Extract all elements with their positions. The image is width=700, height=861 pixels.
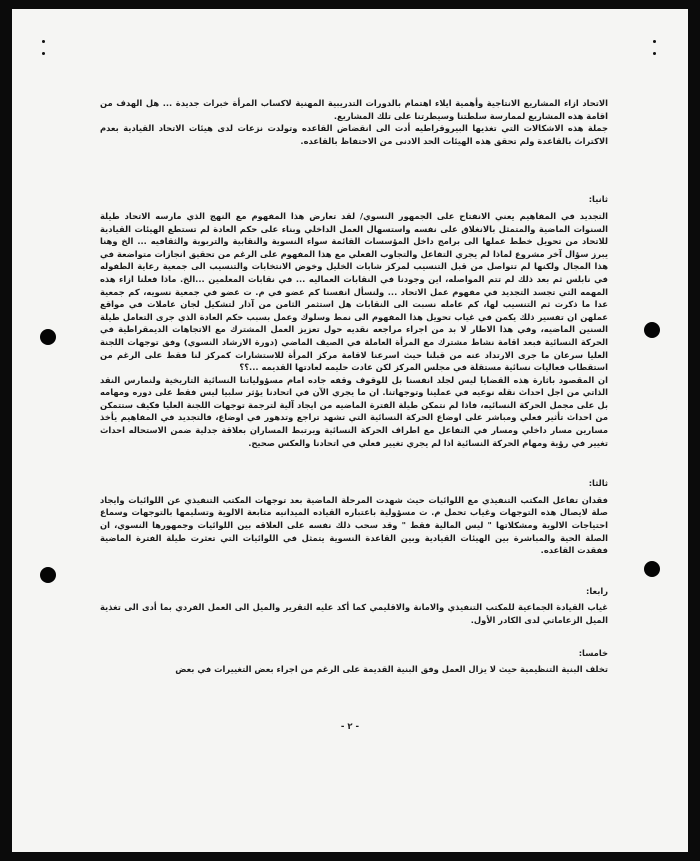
corner-mark: [653, 40, 656, 43]
section-third: [100, 477, 608, 557]
section-heading: ثانيا:: [588, 194, 608, 205]
intro-paragraph: الاتحاد ازاء المشاريع الانتاجية وأهمية ايلاء اهتمام بالدورات التدريبية المهنية لاكساب المرأة خبرات جديدة ... هل الهدف من اقامة هذه المشاريع لممارسة سلطتنا وسيطرتنا على تلك المشاريع.: [100, 98, 608, 121]
section-paragraph: غياب القيادة الجماعية للمكتب التنفيذي والامانة والاقليمي كما أكد عليه التقرير والميل الى العمل الفردي بما أدى الى تغذية الميل الزعاماتي لدى الكادر الأول.: [100, 602, 608, 625]
section-heading: خامسا:: [578, 647, 608, 658]
punch-hole-left-bottom: [40, 567, 56, 583]
corner-mark: [42, 52, 45, 55]
section-second: [100, 193, 608, 449]
punch-hole-right-top: [644, 322, 660, 338]
punch-hole-left-top: [40, 329, 56, 345]
section-paragraph: تخلف البنية التنظيمية حيث لا يزال العمل وفق البنية القديمة على الرغم من اجراء بعض التغييرات في بعض: [175, 664, 608, 675]
corner-mark: [653, 52, 656, 55]
section-paragraph: ان المقصود باثارة هذه القضايا ليس لجلد انفسنا بل للوقوف وقفه جاده امام مسؤولياتنا النسائية التاريخية ولنمارس النقد الذاتي من اجل احداث نقله نوعيه في عملينا وتوجهاتنا. ان ما يجري الآن في اتحادنا يؤثر سلبيا ليس فقط على دوره ومهامه بل على مجمل الحركة النسائيه، فاذا لم نتمكن طيلة الفترة الماضيه من ايجاد آلية لترجمة توجهات اللجنة العليا فكيف ستتمكن من احداث تأثير فعلي ومباشر على اوضاع الحركة النسائية التي تشهد تراجع وتدهور في اوضاع، فالتجديد في المفاهيم يأخذ مسارين مسار داخلي ومسار في التفاعل مع اطراف الحركة النسائية ويرتبط المساران بعلاقة جدلية ضمن الاستحاله احداث تغيير في رؤية ومهام الحركة النسائية اذا لم يجري تغيير فعلي في اتحادنا والعكس صحيح.: [100, 374, 608, 448]
corner-mark: [42, 40, 45, 43]
section-fifth: [100, 647, 608, 676]
document-page: [12, 9, 688, 852]
section-paragraph: التجديد في المفاهيم يعني الانفتاح على الجمهور النسوي/ لقد تعارض هذا المفهوم مع النهج الذي مارسه الاتحاد طيلة السنوات الماضية والمتمثل بالانغلاق على نفسه واستسهال العمل الداخلي وبناء على حكم العادة لم تستطع الهيئات القيادية للاتحاد من تحويل خطط عملها الى برامج داخل المؤسسات القائمة سواء النسوية والنقابية والتربوية والثقافيه ... الخ وهنا يبرز سؤال آخر مشروع لماذا لم يجري التفاعل والتجاوب الفعلي مع هذا المفهوم على الرغم من تحقيق انجازات متواضعة في هذا المجال ولكنها لم تتواصل من قبل التنسيب لمركز شابات الخليل وخوض الانتخابات والتنسيب الى جمعية رعاية الطفوله في نابلس ثم بعد ذلك لم تتم المواصله، اين وجودنا في النقابات العماليه ... في نقابات المعلمين ...الخ. ماذا فعلنا ازاء هذه المهمه التي تجسد التجديد في مفهوم عمل الاتحاد ... ولنسأل انفسنا كم عضو في م. ت عضو في جمعية نسويه، كم جمعية عدا ما ذكرت ثم التنسيب لها، كم عامله نسبت الى النقابات هل استثمر الثامن من آذار لتشكيل لجان عاملات في مواقع عملهن ان تفسير ذلك يكمن في غياب تحويل هذا المفهوم الى نمط وسلوك وعمل بسبب حكم العادة الذي جرى التعامل طيلة السنين الماضيه، وفي هذا الاطار لا بد من اجراء مراجعه نقديه حول تعزيز العمل المشترك مع الاتجاهات الديمقراطية في الحركة النسائية فبعد اقامة نشاط مشترك مع المرأة العاملة في الصيف الماضي (دورة الارشاد النسوي) وفق توجهات اللجنة العليا سرعان ما جرى الارتداد عنه من قبلنا حيث اسرعنا لاقامة مركز المرأة للاستشارات كمركز لنا فقط على الرغم من استقطاب فعاليات نسائية مستقلة في مجلس المركز لكن عادت حليمه لعادتها القديمه ...؟؟: [100, 210, 608, 373]
punch-hole-right-bottom: [644, 561, 660, 577]
page-number: - ٢ -: [340, 722, 360, 732]
section-heading: ثالثا:: [588, 478, 608, 489]
section-paragraph: فقدان تفاعل المكتب التنفيذي مع اللوائيات حيث شهدت المرحلة الماضية بعد توجهات المكتب التنفيذي عن اللوائيات وايجاد صلة لايصال هذه التوجهات وغياب تحمل م. ت مسؤولية باعتباره القياده الميدانيه متابعة الالوية وتسليمها بالتوجهات وسماع احتياجات الالوية ومشكلاتها " ليس المالية فقط " وقد سحب ذلك نفسه على العلاقه بين اللوائيات وجمهورها النسوي، ان الصلة الحية والمباشرة بين الهيئات القيادية وبين القاعدة النسوية يتمثل في اللوائيات التي تعثرت طيلة الفترة الماضية ففقدت القاعده.: [100, 494, 608, 556]
section-fourth: [100, 585, 608, 627]
section-heading: رابعا:: [586, 585, 608, 596]
intro-paragraph-2: جملة هذه الاشكالات التي تغذيها البيروقراطيه أدت الى انقضاض القاعده وتولدت نزعات لدى هيئات الاتحاد القيادية بعدم الاكتراث بالقاعدة ولم تحقق هذه الهيئات الحد الادنى من الاحتفاظ بالقاعده.: [100, 123, 608, 146]
document-body: [100, 97, 608, 676]
